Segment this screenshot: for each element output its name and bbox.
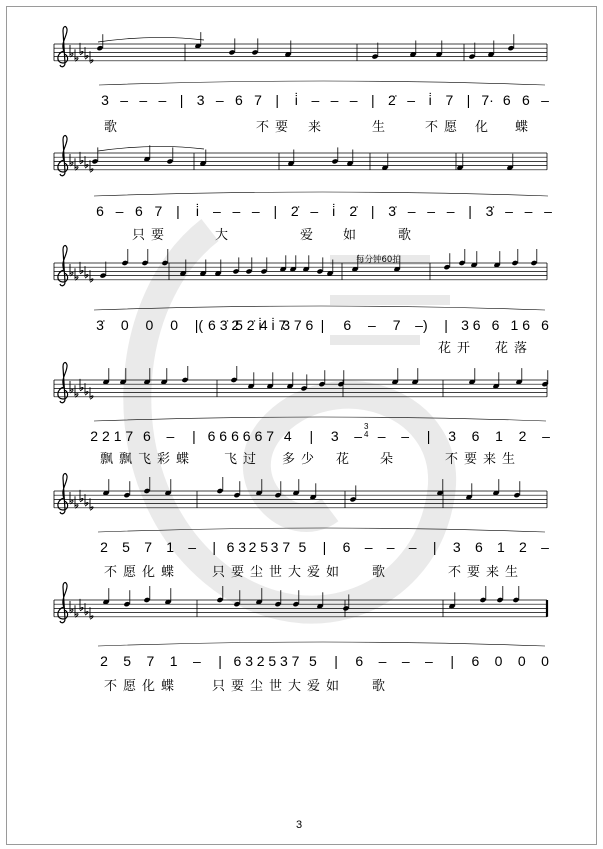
jianpu-note: – [407, 92, 415, 108]
tie-slur [98, 146, 204, 151]
jianpu-row-2 [94, 192, 552, 219]
jianpu-note: | [275, 92, 279, 108]
jianpu-note: 3 7 [279, 653, 300, 669]
jianpu-row-4 [90, 417, 550, 444]
jianpu-note: – [354, 428, 363, 444]
jianpu-note: – [139, 92, 148, 108]
flat-icon [75, 385, 78, 397]
jianpu-note: 3 [452, 539, 461, 555]
flat-icon [80, 43, 83, 55]
jianpu-note: – [115, 203, 124, 219]
jianpu-note: 0 [170, 317, 179, 333]
jianpu-note: – [401, 428, 410, 444]
lyric-word: 不要 [256, 120, 295, 135]
jianpu-note: | [322, 539, 327, 555]
jianpu-note: 7 [392, 317, 401, 333]
jianpu-note: 6 [143, 428, 151, 444]
jianpu-note: 5 [308, 653, 317, 669]
flat-icon [80, 379, 83, 391]
jianpu-note: – [188, 539, 197, 555]
tempo-mark: 每分钟60拍 [356, 255, 401, 265]
flat-icon [75, 496, 78, 508]
phrase-slur [99, 81, 545, 85]
lyrics-row-3 [438, 341, 533, 356]
jianpu-note: | [450, 653, 454, 669]
lyric-word: 如 [343, 228, 363, 243]
jianpu-note: – [377, 428, 386, 444]
jianpu-note: – [166, 428, 175, 444]
jianpu-note: – [386, 539, 395, 555]
jianpu-note: 6 [96, 203, 104, 219]
jianpu-note: 3̇ [388, 203, 397, 219]
lyrics-row-1 [104, 119, 534, 135]
jianpu-note: – [368, 317, 376, 333]
tie-slur [98, 37, 204, 42]
jianpu-note: 3 [330, 428, 339, 444]
flat-icon [70, 381, 73, 393]
jianpu-note: | [468, 203, 472, 219]
time-signature-bottom: 4 [364, 430, 369, 439]
jianpu-note: | [176, 203, 180, 219]
lyric-word: 歌 [398, 228, 418, 243]
lyric-word: 飘飘飞彩蝶 [100, 452, 196, 467]
flat-icon [85, 603, 88, 615]
phrase-slur [98, 642, 545, 646]
jianpu-note: – [310, 203, 319, 219]
jianpu-note: – [330, 92, 339, 108]
jianpu-note: 0 [541, 653, 549, 669]
lyric-word: 化 [475, 120, 495, 135]
flat-icon [80, 599, 83, 611]
jianpu-note: 5 [123, 653, 132, 669]
jianpu-note: – [542, 428, 550, 444]
flat-icon [75, 49, 78, 61]
staff-row-1 [54, 27, 547, 67]
jianpu-note: 3 [448, 428, 457, 444]
jianpu-note: 2 5 [248, 539, 269, 555]
jianpu-note: | [212, 539, 217, 555]
jianpu-note: – [158, 92, 167, 108]
jianpu-note: 3̇ [96, 317, 104, 333]
jianpu-note: 6 6 [231, 428, 251, 444]
lyrics-row-5 [104, 564, 524, 580]
page-number: 3 [296, 819, 303, 831]
jianpu-note: 6 [135, 203, 143, 219]
jianpu-note: 0 [145, 317, 154, 333]
jianpu-note: 2 2 [90, 428, 110, 444]
jianpu-note: 3 6 [461, 317, 481, 333]
jianpu-note: – [349, 92, 358, 108]
flat-icon [90, 387, 93, 399]
jianpu-note: 1 [169, 653, 178, 669]
jianpu-note: – [311, 92, 320, 108]
lyric-word: 花落 [495, 341, 534, 356]
flat-icon [75, 268, 78, 280]
jianpu-note: 6 3̇ 2̇ [208, 317, 240, 333]
lyric-word: 不愿化蝶 [104, 679, 181, 694]
lyrics-row-6 [104, 678, 391, 694]
flat-icon [80, 262, 83, 274]
jianpu-note: 6 7 [254, 428, 275, 444]
jianpu-note: 6 3 [233, 653, 253, 669]
jianpu-note: i̇ [332, 203, 336, 219]
jianpu-note: | [426, 428, 431, 444]
jianpu-note: 2 [518, 428, 527, 444]
watermark-logo [137, 230, 450, 610]
jianpu-note: 6 [471, 653, 480, 669]
jianpu-note: 1 7 [113, 428, 134, 444]
flat-icon [70, 601, 73, 613]
jianpu-note: – [212, 203, 221, 219]
jianpu-row-6 [98, 642, 549, 669]
jianpu-note: 6 [521, 92, 530, 108]
jianpu-note: 5 [122, 539, 130, 555]
jianpu-note: 7 [146, 653, 155, 669]
jianpu-note: 1 [497, 539, 505, 555]
jianpu-note: – [541, 92, 549, 108]
jianpu-note: i̇ [195, 203, 199, 219]
staff-notes-row-1 [96, 32, 514, 60]
jianpu-note: i̇ [428, 92, 432, 108]
jianpu-note: 3 [196, 92, 205, 108]
lyric-word: 只要尘世大爱如 [212, 565, 346, 580]
jianpu-note: 6 [355, 653, 364, 669]
jianpu-note: – [505, 203, 513, 219]
flat-icon [90, 607, 93, 619]
jianpu-note: – [232, 203, 241, 219]
lyric-word: 花开 [438, 341, 477, 356]
flat-icon [80, 152, 83, 164]
jianpu-note: | [444, 317, 448, 333]
jianpu-note: – [120, 92, 129, 108]
lyric-word: 多少 [282, 452, 321, 467]
jianpu-note: 1 [166, 539, 175, 555]
jianpu-note: – [446, 203, 455, 219]
lyric-word: 来 [308, 120, 328, 135]
jianpu-note: 6 [502, 92, 511, 108]
lyric-word: 花 [336, 452, 356, 467]
lyric-word: 不要来生 [448, 565, 525, 580]
jianpu-note: 2̇ [388, 92, 396, 108]
lyric-word: 歌 [372, 565, 392, 580]
jianpu-note: | [432, 539, 437, 555]
jianpu-note: | [370, 203, 375, 219]
jianpu-note: – [251, 203, 260, 219]
jianpu-note: 6 [541, 317, 549, 333]
flat-icon [80, 490, 83, 502]
lyric-word: 不愿 [425, 120, 464, 135]
flat-icon [90, 51, 93, 63]
jianpu-note: – [524, 203, 533, 219]
lyric-word: 只要 [132, 228, 171, 243]
phrase-slur [94, 192, 548, 196]
flat-icon [85, 156, 88, 168]
lyrics-row-2 [132, 227, 417, 243]
jianpu-note: | [179, 92, 184, 108]
staff-row-2 [54, 136, 547, 176]
jianpu-note: 3 7 6 [282, 317, 314, 333]
jianpu-note: 3 [101, 92, 109, 108]
jianpu-note: | [334, 653, 338, 669]
jianpu-note: – [378, 653, 387, 669]
flat-icon [90, 498, 93, 510]
jianpu-note: | [320, 317, 325, 333]
jianpu-note: 6 6 [207, 428, 228, 444]
jianpu-note: – [427, 203, 436, 219]
jianpu-note: 2̇ [290, 203, 299, 219]
lyric-word: 爱 [300, 228, 320, 243]
jianpu-note: 1 [495, 428, 503, 444]
jianpu-note: – [401, 653, 410, 669]
jianpu-note: 0 [494, 653, 503, 669]
jianpu-note: – [192, 653, 201, 669]
jianpu-note: 2 [100, 539, 108, 555]
flat-icon [85, 47, 88, 59]
lyric-word: 生 [372, 120, 392, 135]
jianpu-note: 5 [298, 539, 307, 555]
jianpu-note: 5 2̇ i̇ [235, 317, 262, 333]
staff-notes-row-2 [91, 145, 513, 170]
lyric-word: 歌 [372, 679, 392, 694]
jianpu-note: – [408, 539, 417, 555]
jianpu-note: 7 [445, 92, 454, 108]
jianpu-note: – [364, 539, 373, 555]
jianpu-note: 2 [100, 653, 108, 669]
jianpu-note: – [544, 203, 552, 219]
lyric-word: 朵 [380, 452, 400, 467]
jianpu-note: 7 [254, 92, 262, 108]
jianpu-note: 6 3 [226, 539, 247, 555]
jianpu-note: i̇ [294, 92, 298, 108]
flat-icon [75, 605, 78, 617]
phrase-slur [94, 417, 546, 421]
jianpu-note: |( [194, 317, 204, 333]
jianpu-note: –) [415, 317, 428, 333]
lyrics-row-4 [100, 451, 521, 467]
jianpu-note: 6 [343, 317, 352, 333]
jianpu-note: – [541, 539, 549, 555]
lyric-word: 大 [215, 228, 235, 243]
jianpu-note: 6 [342, 539, 351, 555]
jianpu-note: 1 6 [510, 317, 531, 333]
jianpu-note: 6 [474, 539, 483, 555]
jianpu-note: | [309, 428, 314, 444]
jianpu-note: | [192, 428, 196, 444]
flat-icon [85, 383, 88, 395]
jianpu-note: | [218, 653, 222, 669]
jianpu-row-1 [99, 81, 549, 108]
jianpu-note: 4 i̇ 7 [259, 317, 287, 333]
lyric-word: 蝶 [515, 120, 535, 135]
jianpu-note: 7 [154, 203, 163, 219]
jianpu-note: 4 [283, 428, 292, 444]
flat-icon [85, 494, 88, 506]
flat-icon [85, 266, 88, 278]
jianpu-note: | [466, 92, 471, 108]
jianpu-note: 7· [481, 92, 494, 108]
flat-icon [70, 45, 73, 57]
jianpu-note: 6 [235, 92, 243, 108]
jianpu-note: – [425, 653, 433, 669]
time-signature-top: 3 [364, 422, 369, 431]
jianpu-note: 2 [519, 539, 527, 555]
flat-icon [75, 158, 78, 170]
jianpu-note: 6 [471, 428, 480, 444]
flat-icon [70, 154, 73, 166]
jianpu-note: – [407, 203, 416, 219]
jianpu-note: | [273, 203, 278, 219]
lyric-word: 只要尘世大爱如 [212, 679, 346, 694]
jianpu-note: 3 7 [270, 539, 291, 555]
jianpu-note: 6 [491, 317, 500, 333]
jianpu-note: 3̇ [485, 203, 494, 219]
flat-icon [90, 270, 93, 282]
jianpu-note: 2 5 [256, 653, 277, 669]
lyric-word: 飞过 [224, 452, 263, 467]
lyric-word: 歌 [104, 120, 124, 135]
jianpu-note: | [371, 92, 375, 108]
flat-icon [70, 264, 73, 276]
flat-icon [70, 492, 73, 504]
lyric-word: 不愿化蝶 [104, 565, 181, 580]
jianpu-note: 7 [144, 539, 152, 555]
jianpu-note: 2̇ [349, 203, 358, 219]
jianpu-note: 0 [517, 653, 526, 669]
lyric-word: 不要来生 [445, 452, 522, 467]
jianpu-note: 0 [120, 317, 129, 333]
jianpu-note: – [215, 92, 224, 108]
